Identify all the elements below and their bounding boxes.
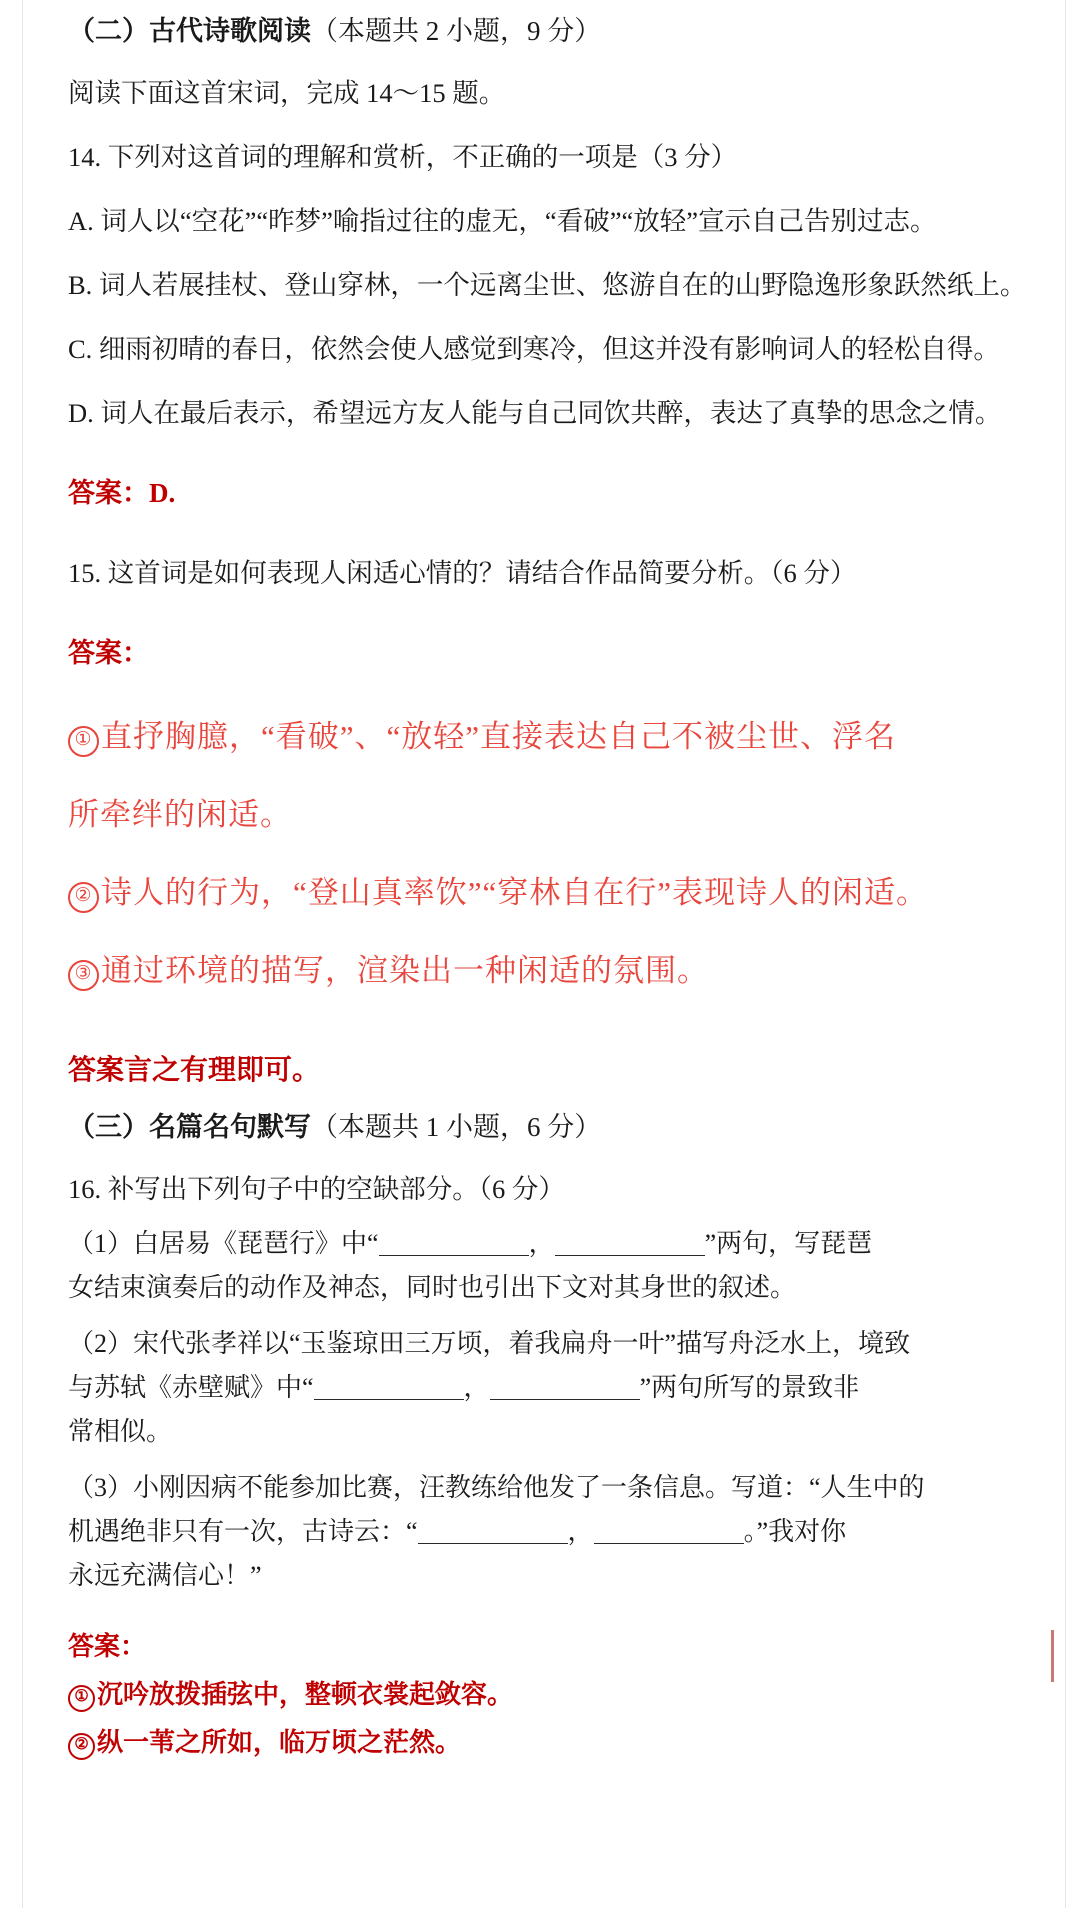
spacer [68, 1018, 1030, 1048]
question-16-item-2 [68, 1322, 1030, 1454]
question-15-point-2 [68, 862, 1030, 924]
item-1-part-c: ”两句，写琵琶 [704, 1229, 873, 1258]
spacer [68, 1610, 1030, 1626]
question-15-point-1-cont [68, 784, 1030, 846]
answer-value: D. [149, 478, 176, 508]
section-two-heading [68, 8, 1030, 54]
point-1-text-cont: 所牵绊的闲适。 [68, 797, 292, 832]
item-3-part-d: 。”我对你 [743, 1517, 847, 1546]
question-15-stem: 15. 这首词是如何表现人闲适心情的？请结合作品简要分析。（6 分） [68, 558, 857, 588]
item-2-part-c: ， [463, 1373, 490, 1402]
item-1-label: （1） [68, 1229, 134, 1258]
item-1-part-d: 女结束演奏后的动作及神态，同时也引出下文对其身世的叙述。 [68, 1273, 797, 1302]
question-15-answer-note: 答案言之有理即可。 [68, 1055, 321, 1086]
item-2-part-d: ”两句所写的景致非 [639, 1373, 860, 1402]
reading-instruction: 阅读下面这首宋词，完成 14～15 题。 [68, 78, 506, 108]
item-2-part-b: 与苏轼《赤壁赋》中“ [68, 1373, 314, 1402]
fill-blank-input[interactable] [555, 1255, 705, 1256]
section-three-heading-bold: （三）名篇名句默写 [68, 1112, 311, 1142]
point-3-text: 通过环境的描写，渲染出一种闲适的氛围。 [101, 953, 709, 988]
question-14-answer [68, 470, 1030, 516]
section-three-heading-rest: （本题共 1 小题，6 分） [311, 1112, 602, 1142]
question-16-stem: 16. 补写出下列句子中的空缺部分。（6 分） [68, 1174, 565, 1204]
item-3-label: （3） [68, 1473, 134, 1502]
circled-number-1-icon: ① [68, 1685, 95, 1712]
answer-2-text: 纵一苇之所如，临万顷之茫然。 [97, 1728, 462, 1757]
question-14-option-c: C. 细雨初晴的春日，依然会使人感觉到寒冷，但这并没有影响词人的轻松自得。 [68, 334, 1000, 364]
question-14-option-b: B. 词人若展挂杖、登山穿林，一个远离尘世、悠游自在的山野隐逸形象跃然纸上。 [68, 270, 1027, 300]
fill-blank-input[interactable] [418, 1543, 568, 1544]
item-1-part-a: 白居易《琵琶行》中“ [133, 1229, 379, 1258]
point-1-text: 直抒胸臆，“看破”、“放轻”直接表达自己不被尘世、浮名 [101, 719, 897, 754]
item-2-label: （2） [68, 1329, 134, 1358]
question-14-option-d: D. 词人在最后表示，希望远方友人能与自己同饮共醉，表达了真挚的思念之情。 [68, 398, 1002, 428]
fill-blank-input[interactable] [594, 1543, 744, 1544]
fill-blank-input[interactable] [314, 1399, 464, 1400]
point-2-text: 诗人的行为，“登山真率饮”“穿林自在行”表现诗人的闲适。 [101, 875, 929, 910]
spacer [68, 690, 1030, 706]
circled-number-1-icon: ① [68, 726, 99, 757]
section-two-heading-rest: （本题共 2 小题，9 分） [311, 16, 602, 46]
item-2-part-a: 宋代张孝祥以“玉鉴琼田三万顷，着我扁舟一叶”描写舟泛水上，境致 [133, 1329, 911, 1358]
fill-blank-input[interactable] [490, 1399, 640, 1400]
item-3-part-b: 机遇绝非只有一次，古诗云：“ [68, 1517, 418, 1546]
section-two-heading-bold: （二）古代诗歌阅读 [68, 16, 311, 46]
page-border-left [22, 0, 23, 1908]
question-14-stem: 14. 下列对这首词的理解和赏析，不正确的一项是（3 分） [68, 142, 738, 172]
question-16-item-3 [68, 1466, 1030, 1598]
item-3-part-c: ， [567, 1517, 594, 1546]
section-three-heading [68, 1104, 1030, 1150]
question-16-answer-2 [68, 1722, 1030, 1764]
question-16-answer-label: 答案： [68, 1632, 147, 1661]
spacer [68, 454, 1030, 470]
page-border-right [1065, 0, 1066, 1908]
question-16-item-1 [68, 1222, 1030, 1310]
question-14-option-a: A. 词人以“空花”“昨梦”喻指过往的虚无，“看破”“放轻”宣示自己告别过志。 [68, 206, 937, 236]
question-16-items [68, 1222, 1030, 1598]
circled-number-2-icon: ② [68, 882, 99, 913]
item-2-part-e: 常相似。 [68, 1417, 173, 1446]
question-16-answer-1 [68, 1674, 1030, 1716]
fill-blank-input[interactable] [379, 1255, 529, 1256]
spacer [68, 534, 1030, 550]
circled-number-3-icon: ③ [68, 960, 99, 991]
question-15-point-1 [68, 706, 1030, 768]
question-15-point-3 [68, 940, 1030, 1002]
item-1-part-b: ， [528, 1229, 555, 1258]
answer-1-text: 沉吟放拨插弦中，整顿衣裳起敛容。 [97, 1680, 514, 1709]
answer-label: 答案： [68, 478, 149, 508]
question-15-answer-label: 答案： [68, 638, 149, 668]
item-3-part-a: 小刚因病不能参加比赛，汪教练给他发了一条信息。写道：“人生中的 [133, 1473, 925, 1502]
margin-mark [1051, 1630, 1054, 1682]
item-3-part-e: 永远充满信心！” [68, 1561, 262, 1590]
spacer [68, 614, 1030, 630]
circled-number-2-icon: ② [68, 1733, 95, 1760]
